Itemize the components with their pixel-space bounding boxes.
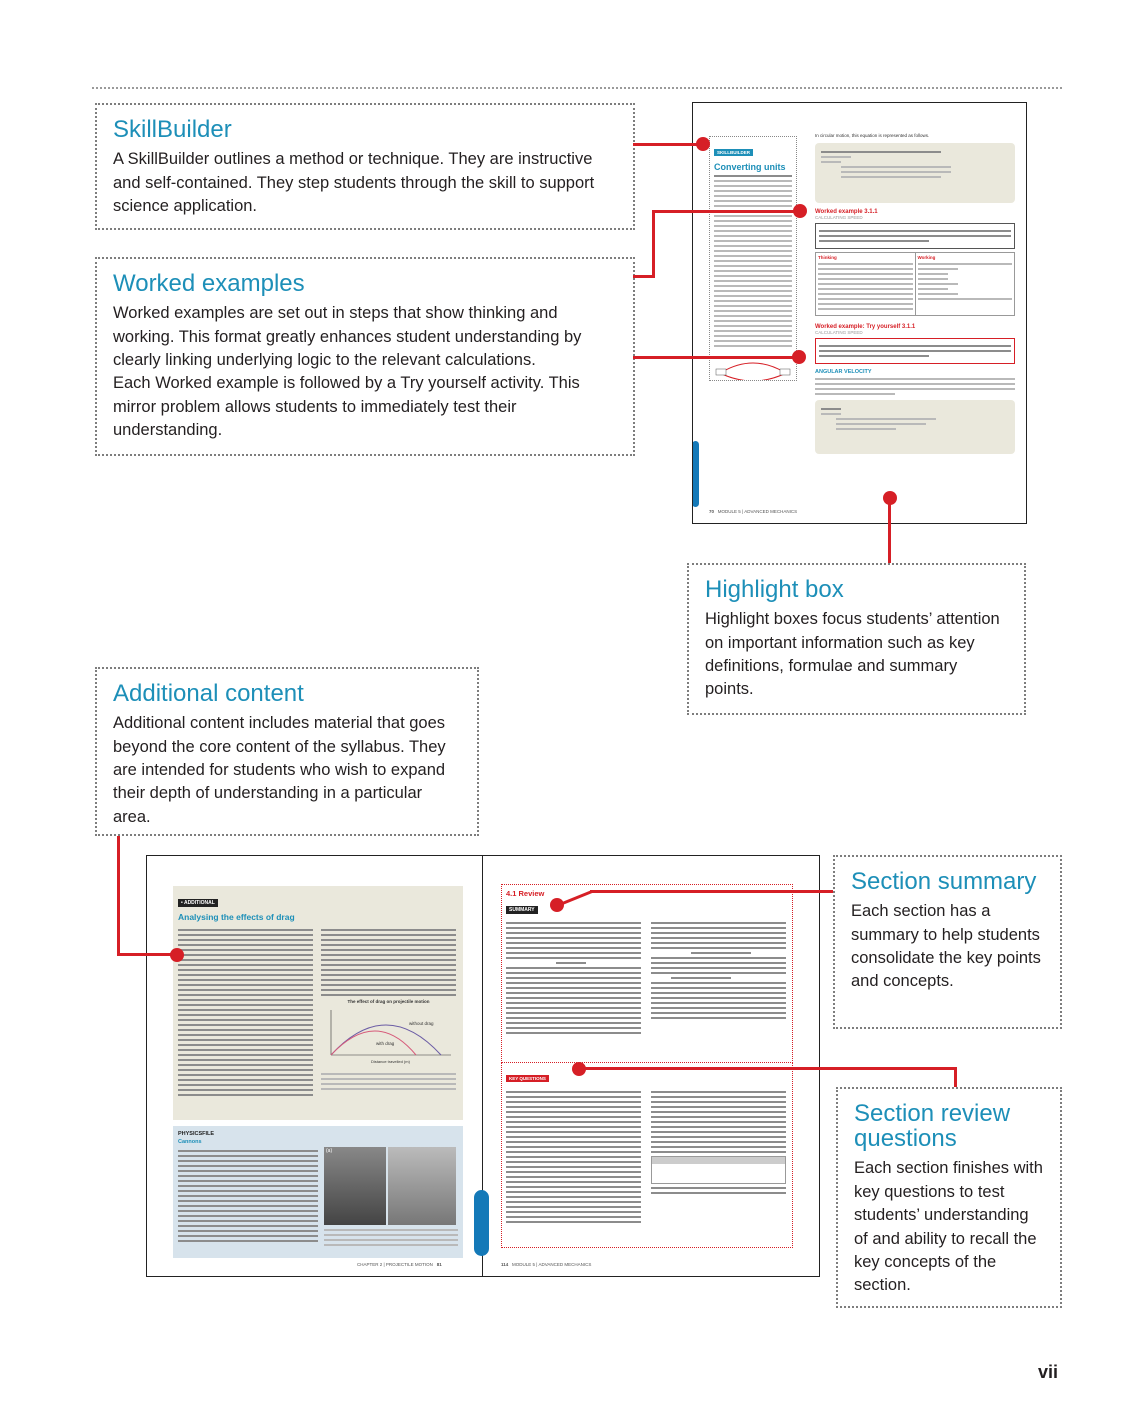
callout-body-2: Each Worked example is followed by a Try yourself activity. This mirror problem allows students to immediately test their understanding. <box>113 374 580 440</box>
additional-title: Analysing the effects of drag <box>178 912 295 922</box>
connector-skillbuilder <box>633 143 703 146</box>
marker-summary <box>550 898 564 912</box>
page-footer <box>709 509 797 514</box>
connector-highlight-box <box>888 498 891 563</box>
callout-title: Highlight box <box>705 576 844 603</box>
right-column <box>815 133 1015 454</box>
highlight-box-callout <box>687 563 1026 715</box>
top-dotted-rule <box>92 87 1062 89</box>
cannons-heading: Cannons <box>178 1139 202 1145</box>
spread-edge-tab <box>474 1190 489 1256</box>
skillbuilder-callout <box>95 103 635 230</box>
page-edge-tab <box>692 441 699 507</box>
page-number-81: 81 <box>436 1262 442 1267</box>
callout-body: Highlight boxes focus students’ attention on important information such as key definitions, formulae and summary points. <box>705 610 1000 699</box>
connector-worked-c <box>652 210 800 213</box>
skillbuilder-tag: SKILLBUILDER <box>714 149 753 156</box>
skillbuilder-title: Converting units <box>714 162 786 172</box>
cannon-photo <box>388 1147 456 1225</box>
callout-body: Worked examples are set out in steps that show thinking and working. This format greatly enhances student understanding by clearly linking underlying logic to the relevant calculations. <box>113 304 582 370</box>
page-number: vii <box>1038 1362 1059 1382</box>
page-footer <box>357 1262 442 1267</box>
highlight-box-sample-2 <box>815 400 1015 454</box>
sample-page-module5 <box>692 102 1027 524</box>
footer-text: MODULE 5 | ADVANCED MECHANICS <box>512 1262 592 1267</box>
sample-page-chapter2 <box>146 855 485 1277</box>
callout-title: Additional content <box>113 680 304 707</box>
working-header: Working <box>917 255 936 260</box>
physicsfile-panel <box>173 1126 463 1258</box>
additional-tag: • ADDITIONAL <box>178 899 218 907</box>
marker-try-yourself <box>792 350 806 364</box>
legend-without-drag: without drag <box>409 1021 434 1026</box>
planet-table <box>651 1156 786 1184</box>
key-questions-tag: KEY QUESTIONS <box>506 1075 549 1082</box>
worked-table <box>815 252 1015 316</box>
worked-example-title: Worked example 3.1.1 <box>815 209 878 215</box>
worked-examples-callout <box>95 257 635 456</box>
additional-content-callout <box>95 667 479 836</box>
callout-body: Each section finishes with key questions to test students’ understanding of and ability to recall the key concepts of the section. <box>854 1159 1043 1295</box>
connector-additional-b <box>117 953 177 956</box>
footer-text: CHAPTER 2 | PROJECTILE MOTION <box>357 1262 433 1267</box>
connector-review-a <box>580 1067 957 1070</box>
page-number-70: 70 <box>709 509 715 514</box>
marker-worked-example <box>793 204 807 218</box>
callout-body: A SkillBuilder outlines a method or technique. They are instructive and self-contained. They step students through the skill to support science application. <box>113 150 595 216</box>
connector-worked-b <box>652 210 655 278</box>
marker-additional <box>170 948 184 962</box>
callout-title: SkillBuilder <box>113 116 232 143</box>
chart-title: The effect of drag on projectile motion <box>347 999 430 1004</box>
highlight-box-sample <box>815 143 1015 203</box>
connector-try-yourself <box>633 356 799 359</box>
portrait-photo <box>324 1147 386 1225</box>
section-review-callout <box>836 1087 1062 1308</box>
callout-body: Each section has a summary to help students consolidate the key points and concepts. <box>851 902 1041 991</box>
try-yourself-box <box>815 338 1015 364</box>
page-footer <box>501 1262 591 1267</box>
figure-label: (a) <box>326 1148 333 1154</box>
connector-summary-a <box>590 890 833 893</box>
intro-text: In circular motion, this equation is represented as follows. <box>815 133 930 138</box>
footer-text: MODULE 5 | ADVANCED MECHANICS <box>717 509 798 514</box>
callout-title: Section summary <box>851 868 1037 895</box>
page-number-114: 114 <box>501 1262 509 1267</box>
callout-body: Additional content includes material that goes beyond the core content of the syllabus. They are intended for students who wish to expand their depth of understanding in a particular area. <box>113 714 446 826</box>
thinking-header: Thinking <box>818 255 837 260</box>
worked-question-box <box>815 223 1015 249</box>
summary-tag: SUMMARY <box>506 906 538 914</box>
try-yourself-title: Worked example: Try yourself 3.1.1 <box>815 324 916 330</box>
connector-review-b <box>954 1067 957 1087</box>
review-title: 4.1 Review <box>506 889 545 898</box>
section-summary-callout <box>833 855 1062 1029</box>
angular-velocity-heading: ANGULAR VELOCITY <box>815 369 872 375</box>
worked-example-subtitle: CALCULATING SPEED <box>815 215 863 220</box>
marker-skillbuilder <box>696 137 710 151</box>
drag-chart <box>321 1005 456 1065</box>
physicsfile-tag: PHYSICSFILE <box>178 1131 215 1137</box>
try-yourself-subtitle: CALCULATING SPEED <box>815 330 863 335</box>
additional-panel <box>173 886 463 1120</box>
key-questions-panel <box>501 1062 793 1248</box>
connector-additional-a <box>117 836 120 956</box>
sample-page-module5-review <box>482 855 820 1277</box>
callout-title: Section review questions <box>854 1100 1011 1153</box>
skillbuilder-panel <box>709 136 797 381</box>
callout-title: Worked examples <box>113 270 305 297</box>
x-axis-label: Distance travelled (m) <box>371 1059 410 1064</box>
legend-with-drag: with drag <box>376 1041 395 1046</box>
